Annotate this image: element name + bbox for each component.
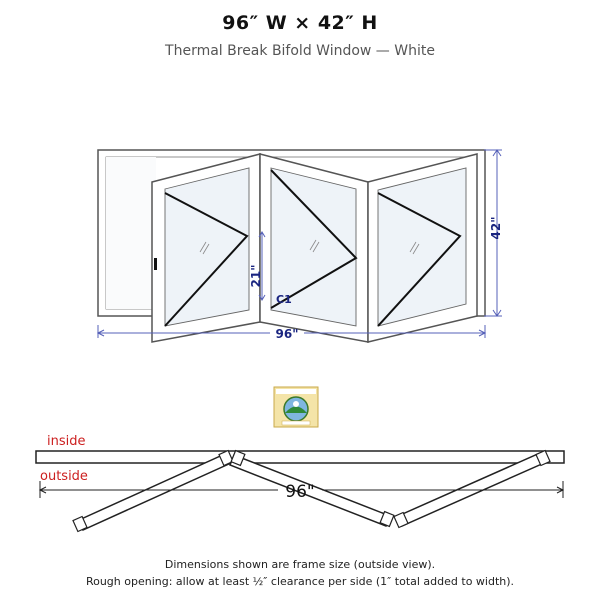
left-opening-glass [106, 157, 156, 309]
inside-label: inside [47, 434, 86, 449]
company-seal-icon [274, 387, 318, 427]
height-label: 42" [489, 216, 503, 240]
plan-view [36, 434, 564, 532]
plan-frame [36, 451, 564, 463]
panel-code-label: C1 [276, 293, 292, 306]
width-label: 96" [275, 327, 299, 341]
plan-width-label: 96" [285, 482, 315, 502]
panel-middle [260, 154, 368, 342]
panel-right [368, 154, 477, 342]
page-subtitle: Thermal Break Bifold Window — White [165, 43, 435, 59]
footer-note-frame-size: Dimensions shown are frame size (outside view). [164, 558, 436, 571]
panel-right-glass [378, 168, 466, 326]
half-height-label: 21" [249, 264, 263, 288]
footer-note-rough-opening: Rough opening: allow at least ½″ clearance per side (1″ total added to width). [85, 575, 515, 588]
elevation-view [98, 150, 503, 342]
plan-panel-1 [79, 453, 231, 530]
panel-left [152, 154, 260, 342]
outside-label: outside [40, 469, 88, 484]
page-title: 96″ W × 42″ H [222, 12, 378, 34]
panel-left-handle [154, 258, 157, 270]
